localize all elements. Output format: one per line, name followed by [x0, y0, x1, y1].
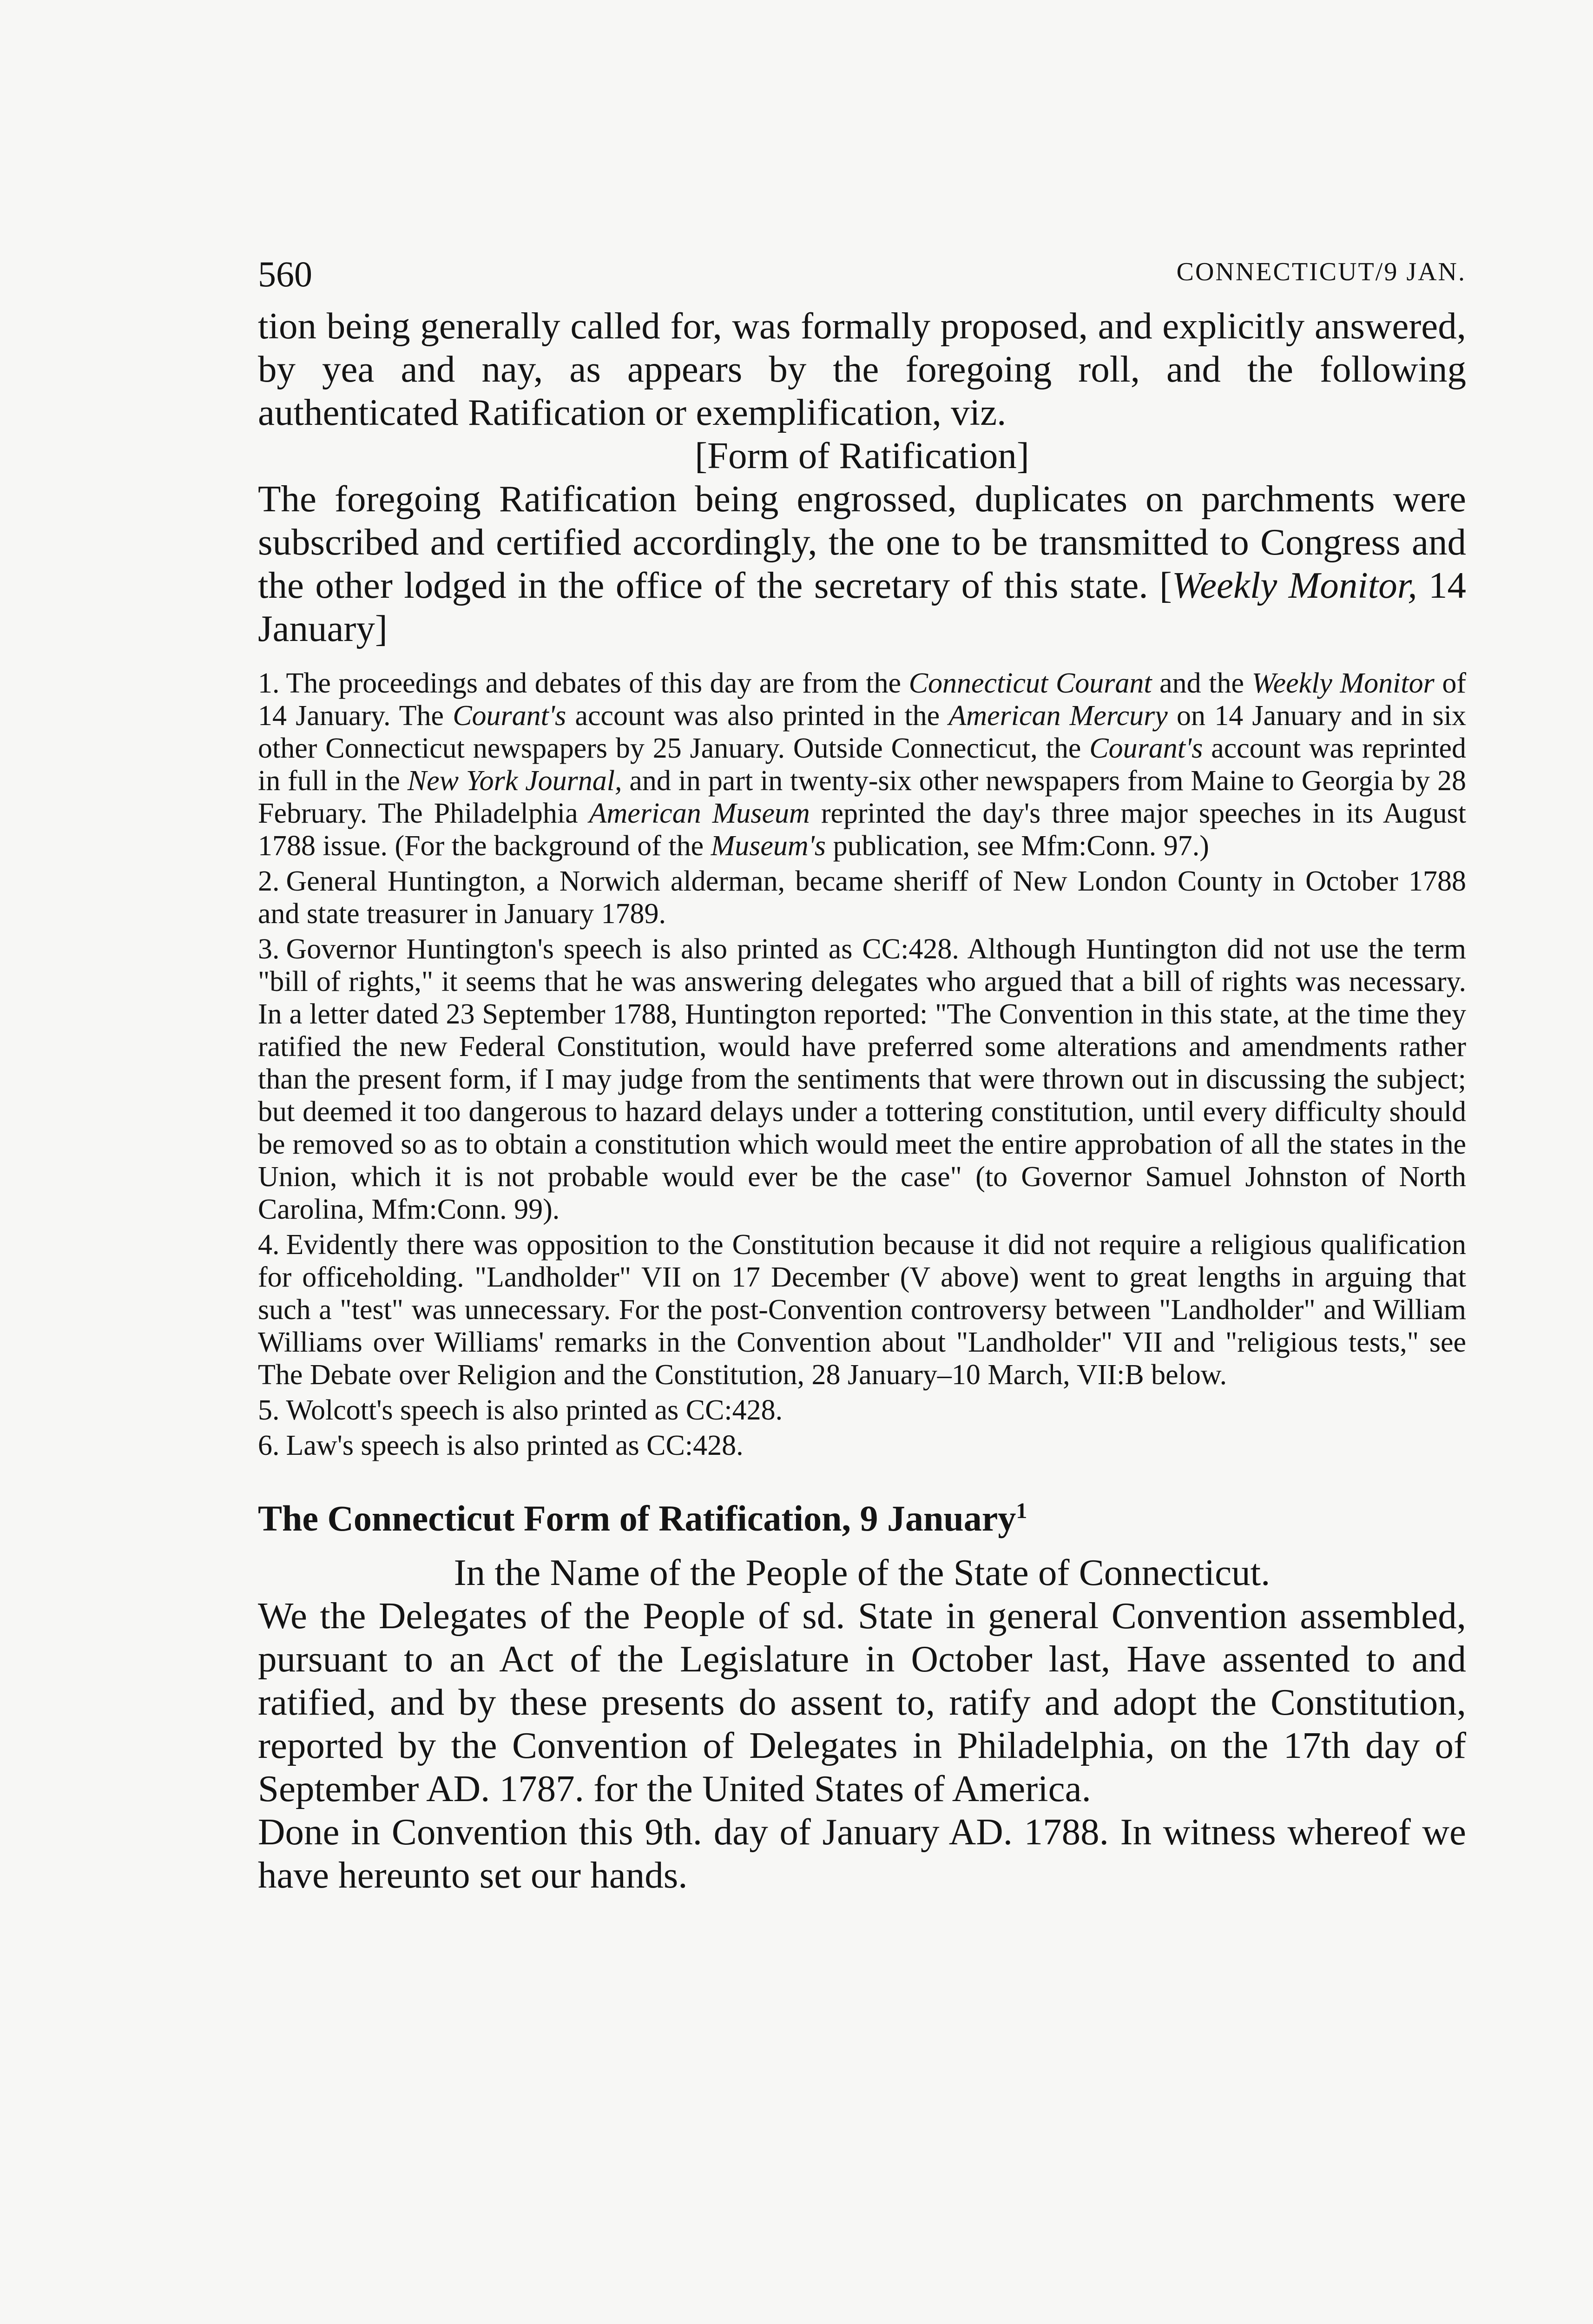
page-header: [258, 253, 1466, 304]
footnote-text: Governor Huntington's speech is also printed as CC:428. Although Huntington did not use the term "bill of rights," it seems that he was answering delegates who argued that a bill of rights was necessary. In a letter dated 23 September 1788, Huntington reported: "The Convention in this state, at the time they ratified the new Federal Constitution, would have preferred some alterations and amendments rather than the present form, if I may judge from the sentiments that were thrown out in discussing the subject; but deemed it too dangerous to hazard delays under a tottering constitution, until every difficulty should be removed so as to obtain a constitution which would meet the entire approbation of all the states in the Union, which it is not probable would ever be the case" (to Governor Samuel Johnston of North Carolina, Mfm:Conn. 99).: [258, 933, 1466, 1225]
footnote-italic-text: American Museum: [589, 798, 810, 829]
section-title-text: The Connecticut Form of Ratification, 9 January: [258, 1498, 1016, 1538]
document-page: [258, 253, 1466, 1897]
footnote-1: [258, 667, 1466, 862]
footnote-4: [258, 1228, 1466, 1391]
opening-paragraph: tion being generally called for, was formally proposed, and explicitly answered, by yea and nay, as appears by the foregoing roll, and the following authenticated Ratification or exemplification, viz.: [258, 305, 1466, 433]
footnote-italic-text: Weekly Monitor: [1251, 667, 1435, 699]
footnote-text: on 14 January and in six other Connecticut newspapers by 25 January. Outside Connecticut, the: [258, 700, 1466, 764]
source-citation: Weekly Monitor,: [1172, 564, 1417, 606]
footnote-italic-text: New York Journal,: [407, 765, 622, 797]
footnote-italic-text: Courant's: [1089, 733, 1203, 764]
footnote-text: Wolcott's speech is also printed as CC:428.: [286, 1394, 783, 1426]
footnote-text: of 14 January. The: [258, 667, 1466, 732]
engrossed-text: The foregoing Ratification being engrossed, duplicates on parchments were subscribed and certified accordingly, the one to be transmitted to Congress and the other lodged in the office of the secretary of this state. [: [258, 478, 1466, 606]
footnote-text: reprinted the day's three major speeches in its August 1788 issue. (For the background of the: [258, 798, 1466, 862]
done-in-convention-paragraph: Done in Convention this 9th. day of January AD. 1788. In witness whereof we have hereunto set our hands.: [258, 1811, 1466, 1896]
footnotes: [258, 667, 1466, 1462]
running-head: CONNECTICUT/9 JAN.: [1176, 257, 1466, 286]
section-title: [258, 1489, 1466, 1541]
footnote-text: Law's speech is also printed as CC:428.: [286, 1430, 744, 1461]
footnote-3: [258, 933, 1466, 1226]
footnote-6: [258, 1429, 1466, 1462]
footnote-text: account was also printed in the: [566, 700, 949, 732]
footnote-number: 1.: [258, 667, 280, 699]
footnote-number: 6.: [258, 1430, 280, 1461]
footnote-italic-text: Courant's: [453, 700, 566, 732]
footnote-text: and the: [1152, 667, 1252, 699]
name-of-people-line: In the Name of the People of the State of Connecticut.: [454, 1552, 1270, 1593]
ratification-paragraph: We the Delegates of the People of sd. State in general Convention assembled, pursuant to an Act of the Legislature in October last, Have assented to and ratified, and by these presents do assent to, ratify and adopt the Constitution, reported by the Convention of Delegates in Philadelphia, on the 17th day of September AD. 1787. for the United States of America.: [258, 1595, 1466, 1809]
footnote-number: 2.: [258, 865, 280, 897]
footnote-number: 5.: [258, 1394, 280, 1426]
footnote-5: [258, 1394, 1466, 1426]
footnote-number: 3.: [258, 933, 280, 965]
engrossed-paragraph: [258, 477, 1466, 650]
page-number: 560: [258, 254, 312, 294]
footnote-number: 4.: [258, 1229, 280, 1261]
footnote-text: account was reprinted in full in the: [258, 733, 1467, 797]
footnote-text: General Huntington, a Norwich alderman, became sheriff of New London County in October 1788 and state treasurer in January 1789.: [258, 865, 1466, 930]
source-date: 14 January]: [258, 564, 1466, 649]
footnote-2: [258, 865, 1466, 930]
footnote-text: publication, see Mfm:Conn. 97.): [826, 830, 1209, 862]
footnote-italic-text: Connecticut Courant: [908, 667, 1152, 699]
footnote-text: The proceedings and debates of this day are from the: [286, 667, 909, 699]
section-footnote-mark: 1: [1016, 1499, 1027, 1523]
footnote-italic-text: Museum's: [711, 830, 826, 862]
footnote-italic-text: American Mercury: [948, 700, 1168, 732]
footnote-text: Evidently there was opposition to the Constitution because it did not require a religious qualification for officeholding. "Landholder" VII on 17 December (V above) went to great lengths in arguing that such a "test" was unnecessary. For the post-Convention controversy between "Landholder" and William Williams over Williams' remarks in the Convention about "Landholder" VII and "religious tests," see The Debate over Religion and the Constitution, 28 January–10 March, VII:B below.: [258, 1229, 1466, 1391]
footnote-text: and in part in twenty-six other newspapers from Maine to Georgia by 28 February. The Philadelphia: [258, 765, 1466, 829]
form-of-ratification-label: [Form of Ratification]: [695, 435, 1029, 476]
